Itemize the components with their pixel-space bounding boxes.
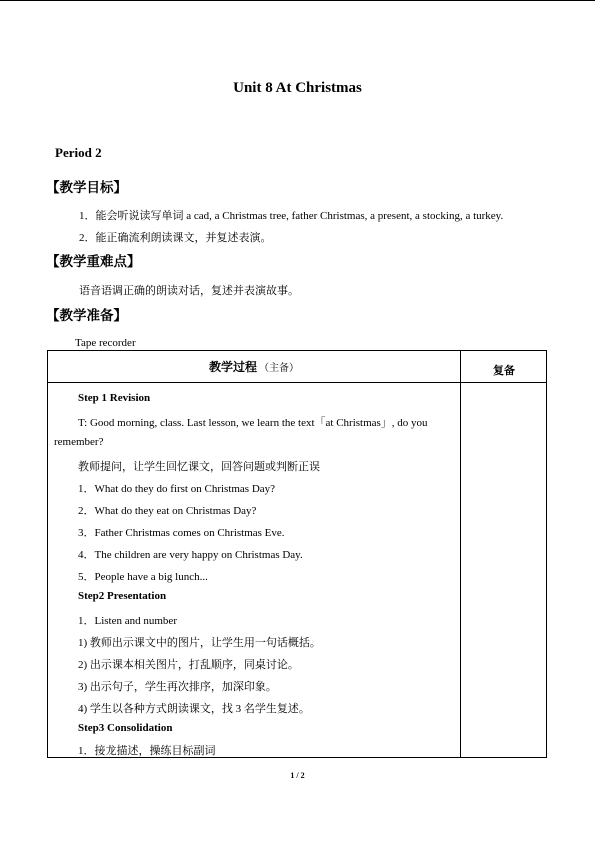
table-line: 3) 出示句子，学生再次排序，加深印象。 bbox=[78, 681, 277, 693]
objectives-heading: 【教学目标】 bbox=[46, 180, 127, 196]
header-main-sub: （主备） bbox=[259, 363, 299, 374]
page-number: 1 / 2 bbox=[290, 771, 305, 780]
table-line: 2．What do they eat on Christmas Day? bbox=[78, 505, 257, 517]
table-column-divider bbox=[460, 351, 461, 757]
table-line: 教师提问，让学生回忆课文，回答问题或判断正误 bbox=[78, 461, 320, 473]
table-header-side: 复备 bbox=[493, 363, 515, 377]
preparation-text: Tape recorder bbox=[75, 337, 136, 349]
table-line: 5．People have a big lunch... bbox=[78, 571, 208, 583]
table-line: 1．接龙描述，操练目标副词 bbox=[78, 745, 216, 757]
period-label: Period 2 bbox=[55, 145, 102, 160]
step2-heading: Step2 Presentation bbox=[78, 590, 167, 602]
step1-heading: Step 1 Revision bbox=[78, 392, 151, 404]
key-points-text: 语音语调正确的朗读对话，复述并表演故事。 bbox=[79, 285, 299, 297]
table-header-divider bbox=[48, 382, 546, 383]
table-line: 4) 学生以各种方式朗读课文，找 3 名学生复述。 bbox=[78, 703, 310, 715]
table-line: 1．Listen and number bbox=[78, 615, 177, 627]
table-line: 1) 教师出示课文中的图片，让学生用一句话概括。 bbox=[78, 637, 321, 649]
table-line: 2) 出示课本相关图片，打乱顺序，同桌讨论。 bbox=[78, 659, 299, 671]
page-title: Unit 8 At Christmas bbox=[233, 80, 362, 96]
table-line: 4．The children are very happy on Christmas Day. bbox=[78, 549, 303, 561]
table-line: 1．What do they do first on Christmas Day? bbox=[78, 483, 276, 495]
teaching-process-table bbox=[47, 350, 547, 758]
table-header-main bbox=[48, 351, 460, 382]
table-line: T: Good morning, class. Last lesson, we learn the text「at Christmas」, do you bbox=[78, 417, 428, 429]
step3-heading: Step3 Consolidation bbox=[78, 722, 173, 734]
preparation-heading: 【教学准备】 bbox=[46, 308, 127, 324]
table-line: remember? bbox=[54, 436, 104, 448]
objective-item-2: 2．能正确流利朗读课文，并复述表演。 bbox=[79, 232, 272, 244]
key-points-heading: 【教学重难点】 bbox=[46, 254, 141, 270]
header-main-label: 教学过程 bbox=[208, 360, 257, 374]
objective-item-1: 1．能会听说读写单词 a cad, a Christmas tree, father Christmas, a present, a stocking, a turkey. bbox=[79, 210, 504, 222]
top-rule bbox=[0, 0, 595, 1]
table-line: 3．Father Christmas comes on Christmas Eve. bbox=[78, 527, 285, 539]
